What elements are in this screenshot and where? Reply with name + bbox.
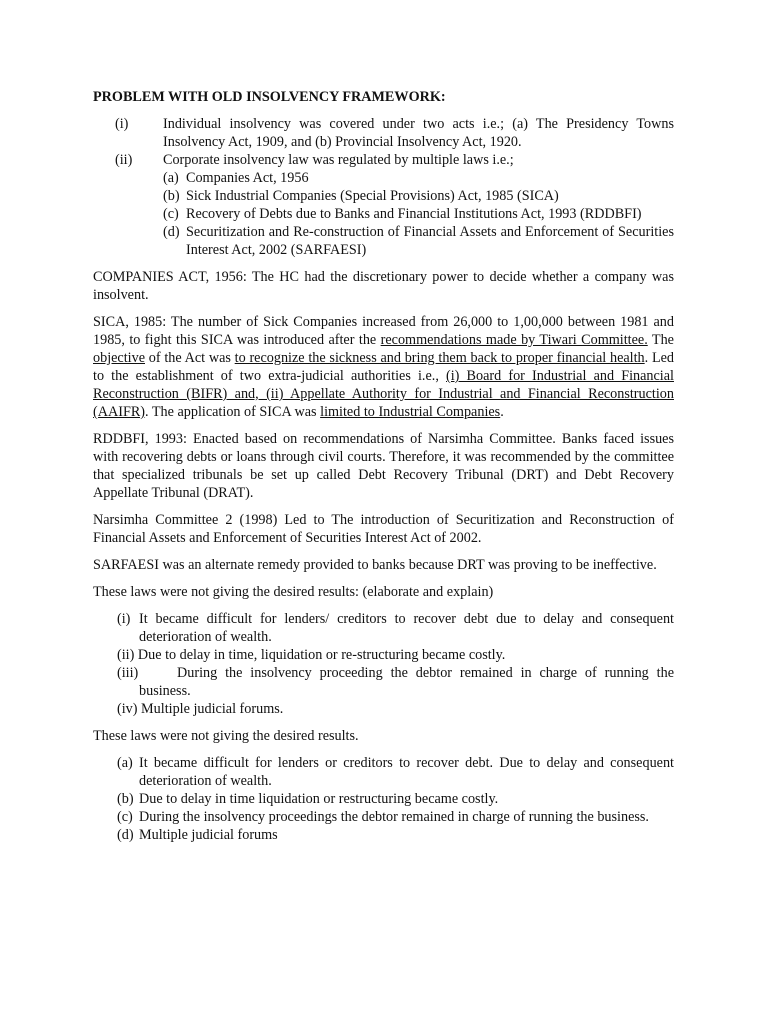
list-item-text: Recovery of Debts due to Banks and Financial Institutions Act, 1993 (RDDBFI)	[186, 206, 642, 222]
list-item-text: Sick Industrial Companies (Special Provisions) Act, 1985 (SICA)	[186, 188, 559, 204]
list-item	[93, 115, 674, 151]
results-heading-2: These laws were not giving the desired results.	[93, 728, 359, 744]
list-item	[93, 610, 674, 646]
list-item-text: It became difficult for lenders/ creditors to recover debt due to delay and consequent deterioration of wealth.	[139, 611, 674, 645]
underlined-text: recommendations made by Tiwari Committee.	[380, 332, 648, 348]
list-marker: (i)	[117, 611, 131, 627]
list-item-text: Multiple judicial forums	[139, 827, 278, 843]
list-marker: (a)	[117, 755, 133, 771]
list-marker: (d)	[117, 827, 134, 843]
sublist-item	[163, 169, 674, 187]
list-marker: (iii)	[117, 665, 139, 681]
list-item	[93, 700, 674, 718]
sublist-item	[163, 187, 674, 205]
underlined-text: to recognize the sickness and bring them back to proper financial health	[234, 350, 645, 366]
list-marker: (b)	[117, 791, 134, 807]
list-item-text: During the insolvency proceedings the debtor remained in charge of running the business.	[139, 809, 649, 825]
list-marker: (ii)	[117, 647, 135, 663]
sica-paragraph	[93, 313, 674, 421]
list-marker: (c)	[117, 809, 133, 825]
rddbfi-paragraph: RDDBFI, 1993: Enacted based on recommendations of Narsimha Committee. Banks faced issues with recovering debts or loans through civil courts. Therefore, it was recommended by the committee that specialized tribunals be set up called Debt Recovery Tribunal (DRT) and Debt Recovery Appellate Tribunal (DRAT).	[93, 431, 674, 501]
list-marker: (ii)	[115, 152, 133, 168]
list-marker: (i)	[115, 116, 129, 132]
narsimha-paragraph: Narsimha Committee 2 (1998) Led to The introduction of Securitization and Reconstruction of Financial Assets and Enforcement of Securities Interest Act of 2002.	[93, 512, 674, 546]
text-run: The	[647, 332, 674, 348]
list-marker: (d)	[163, 224, 180, 240]
text-run: . The application of SICA was	[145, 404, 321, 420]
text-run: SICA, 1985: The number of Sick Companies increased from 26,000 to 1,00,000 between 1981 and 1985, to fight this SICA was introduced after the	[93, 314, 674, 348]
list-item	[93, 826, 674, 844]
sublist-item	[163, 205, 674, 223]
list-marker: (c)	[163, 206, 179, 222]
list-item-text: Individual insolvency was covered under two acts i.e.; (a) The Presidency Towns Insolvency Act, 1909, and (b) Provincial Insolvency Act, 1920.	[163, 116, 674, 150]
list-item	[93, 646, 674, 664]
sublist-item	[163, 223, 674, 259]
results-heading-1: These laws were not giving the desired results: (elaborate and explain)	[93, 584, 494, 600]
list-item-text: Due to delay in time, liquidation or re-structuring became costly.	[137, 647, 506, 663]
list-item-text: It became difficult for lenders or creditors to recover debt. Due to delay and consequent deterioration of wealth.	[139, 755, 674, 789]
results-list-2	[93, 754, 674, 844]
list-marker: (a)	[163, 170, 179, 186]
list-marker: (b)	[163, 188, 180, 204]
list-item	[93, 151, 674, 259]
underlined-text: limited to Industrial Companies	[320, 404, 501, 420]
text-run: .	[500, 404, 504, 420]
companies-act-paragraph: COMPANIES ACT, 1956: The HC had the discretionary power to decide whether a company was insolvent.	[93, 269, 674, 303]
corporate-laws-sublist	[163, 169, 674, 259]
list-item-text: Companies Act, 1956	[186, 170, 309, 186]
list-item-text: During the insolvency proceeding the debtor remained in charge of running the business.	[139, 665, 674, 699]
underlined-text: (i) Board for Industrial and Financial Reconstruction (BIFR) and, (ii) Appellate Authority for Industrial and Financial Reconstruction (AAIFR)	[93, 368, 674, 420]
underlined-text: objective	[93, 350, 145, 366]
list-marker: (iv)	[117, 701, 138, 717]
results-list-1	[93, 610, 674, 718]
text-run: . Led to the establishment of two extra-judicial authorities i.e.,	[93, 350, 675, 384]
list-item	[93, 790, 674, 808]
list-item	[93, 664, 674, 700]
document-body	[93, 88, 674, 844]
list-item	[93, 808, 674, 826]
list-item-text: Corporate insolvency law was regulated by multiple laws i.e.;	[163, 152, 514, 168]
list-item-text: Due to delay in time liquidation or restructuring became costly.	[139, 791, 499, 807]
text-run: of the Act was	[145, 350, 235, 366]
list-item-text: Securitization and Re-construction of Financial Assets and Enforcement of Securities Interest Act, 2002 (SARFAESI)	[186, 224, 674, 258]
list-item-text: Multiple judicial forums.	[141, 701, 284, 717]
old-framework-list	[93, 115, 674, 259]
list-item	[93, 754, 674, 790]
section-heading: PROBLEM WITH OLD INSOLVENCY FRAMEWORK:	[93, 89, 446, 105]
sarfaesi-paragraph: SARFAESI was an alternate remedy provided to banks because DRT was proving to be ineffective.	[93, 557, 657, 573]
